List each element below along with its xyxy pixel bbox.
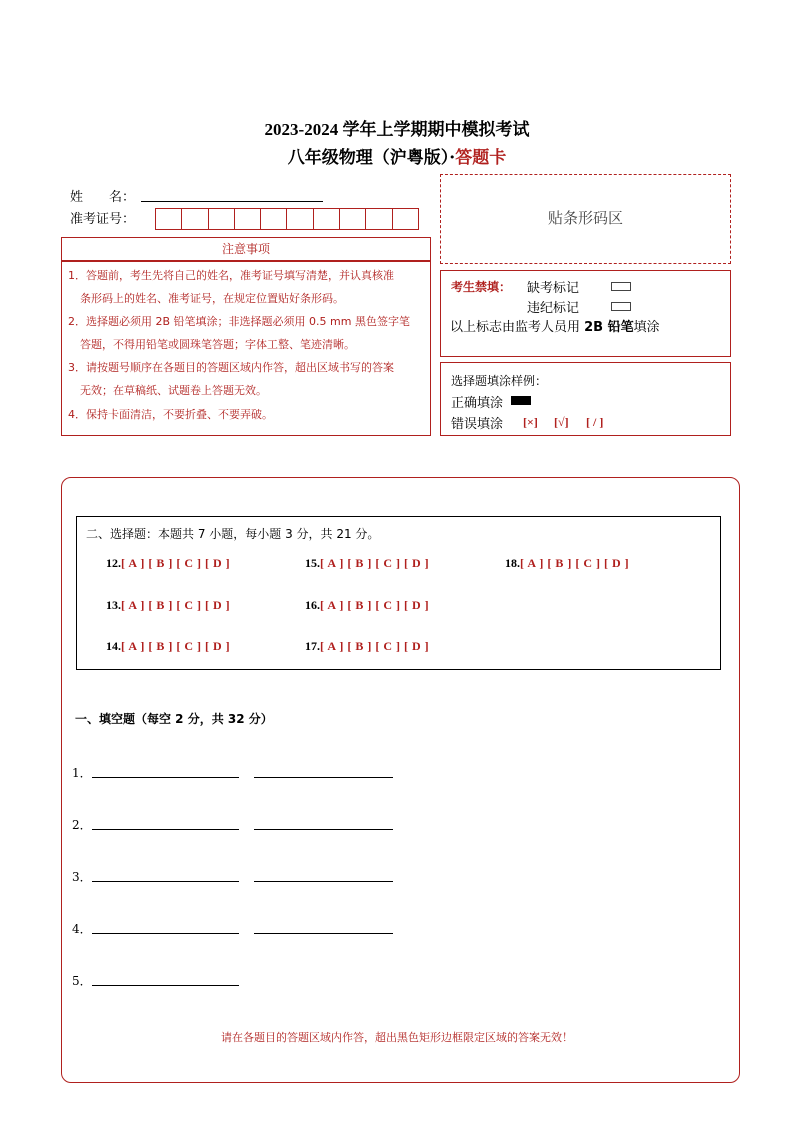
- question-number: 15.: [305, 556, 320, 570]
- wrong-label: 错误填涂: [451, 417, 504, 432]
- card-title-main: 八年级物理（沪粤版）·: [287, 148, 456, 168]
- proctor-box: [440, 270, 731, 357]
- id-digit-cell[interactable]: [314, 209, 340, 229]
- footer-warning: 请在各题目的答题区域内作答，超出黑色矩形边框限定区域的答案无效！: [221, 1031, 573, 1044]
- id-label: 准考证号：: [70, 212, 136, 227]
- barcode-area: 贴条形码区: [440, 174, 731, 264]
- answer-blank[interactable]: [254, 933, 393, 934]
- answer-options[interactable]: [ A ] [ B ] [ C ] [ D ]: [320, 639, 430, 653]
- answer-blank[interactable]: [254, 881, 393, 882]
- notice-line: 2．选择题必须用 2B 铅笔填涂；非选择题必须用 0.5 mm 黑色签字笔: [68, 315, 410, 328]
- blank-number: 2．: [72, 818, 92, 832]
- proctor-label: 考生禁填：: [451, 280, 512, 294]
- notice-line: 3．请按题号顺序在各题目的答题区域内作答，超出区域书写的答案: [68, 361, 394, 374]
- id-digit-cell[interactable]: [393, 209, 418, 229]
- question-number: 18.: [505, 556, 520, 570]
- wrong-mark-x: [×]: [523, 415, 538, 429]
- question-number: 13.: [106, 598, 121, 612]
- notice-line: 1．答题前，考生先将自己的姓名，准考证号填写清楚，并认真核准: [68, 269, 394, 282]
- proctor-note-post: 填涂: [633, 320, 660, 335]
- answer-blank[interactable]: [92, 985, 239, 986]
- fill-sample-box: [440, 362, 731, 436]
- blank-number: 5．: [72, 974, 92, 988]
- answer-blank[interactable]: [92, 933, 239, 934]
- mcq-question-18[interactable]: [505, 556, 629, 571]
- answer-blank[interactable]: [92, 881, 239, 882]
- blank-number: 1．: [72, 766, 92, 780]
- card-title: [0, 143, 794, 168]
- answer-blank[interactable]: [254, 829, 393, 830]
- notice-heading: 注意事项: [61, 237, 431, 261]
- proctor-note-bold: 2B 铅笔: [584, 320, 634, 335]
- violation-mark-box[interactable]: [611, 302, 631, 311]
- question-number: 17.: [305, 639, 320, 653]
- mcq-question-16[interactable]: [305, 598, 429, 613]
- violation-label: 违纪标记: [527, 301, 580, 316]
- answer-options[interactable]: [ A ] [ B ] [ C ] [ D ]: [520, 556, 630, 570]
- absent-mark-box[interactable]: [611, 282, 631, 291]
- proctor-note: [450, 316, 660, 335]
- name-label: 姓 名：: [70, 190, 136, 205]
- wrong-mark-check: [√]: [554, 415, 569, 429]
- sample-title: 选择题填涂样例：: [451, 374, 548, 388]
- card-title-red: 答题卡: [455, 148, 507, 168]
- notice-line: 4．保持卡面清洁，不要折叠、不要弄破。: [68, 408, 273, 421]
- id-digit-cell[interactable]: [156, 209, 182, 229]
- correct-fill-mark: [511, 396, 531, 405]
- blank-number: 3．: [72, 870, 92, 884]
- notice-line: 条形码上的姓名、准考证号，在规定位置贴好条形码。: [80, 292, 344, 305]
- blank-number: 4．: [72, 922, 92, 936]
- mcq-question-14[interactable]: [106, 639, 230, 654]
- answer-options[interactable]: [ A ] [ B ] [ C ] [ D ]: [121, 598, 231, 612]
- id-digit-cell[interactable]: [209, 209, 235, 229]
- notice-line: 答题，不得用铅笔或圆珠笔答题；字体工整、笔迹清晰。: [80, 338, 355, 351]
- answer-blank[interactable]: [254, 777, 393, 778]
- proctor-note-pre: 以上标志由监考人员用: [450, 320, 585, 335]
- mcq-question-13[interactable]: [106, 598, 230, 613]
- answer-blank[interactable]: [92, 829, 239, 830]
- fill-title: 一、填空题（每空 2 分，共 32 分）: [75, 712, 273, 726]
- question-number: 16.: [305, 598, 320, 612]
- answer-options[interactable]: [ A ] [ B ] [ C ] [ D ]: [121, 639, 231, 653]
- answer-options[interactable]: [ A ] [ B ] [ C ] [ D ]: [320, 556, 430, 570]
- id-number-boxes[interactable]: [155, 208, 419, 230]
- absent-label: 缺考标记: [527, 281, 580, 296]
- id-digit-cell[interactable]: [261, 209, 287, 229]
- name-field[interactable]: [141, 201, 323, 202]
- notice-box: [61, 261, 431, 436]
- id-digit-cell[interactable]: [235, 209, 261, 229]
- id-digit-cell[interactable]: [287, 209, 313, 229]
- mcq-question-17[interactable]: [305, 639, 429, 654]
- wrong-mark-slash: [ / ]: [586, 415, 604, 429]
- mcq-title: 二、选择题：本题共 7 小题，每小题 3 分，共 21 分。: [86, 527, 380, 541]
- exam-title: 2023-2024 学年上学期期中模拟考试: [264, 120, 530, 139]
- correct-label: 正确填涂: [451, 396, 504, 411]
- notice-line: 无效；在草稿纸、试题卷上答题无效。: [80, 384, 267, 397]
- answer-options[interactable]: [ A ] [ B ] [ C ] [ D ]: [121, 556, 231, 570]
- answer-blank[interactable]: [92, 777, 239, 778]
- mcq-question-12[interactable]: [106, 556, 230, 571]
- id-digit-cell[interactable]: [182, 209, 208, 229]
- id-digit-cell[interactable]: [340, 209, 366, 229]
- mcq-question-15[interactable]: [305, 556, 429, 571]
- question-number: 12.: [106, 556, 121, 570]
- id-digit-cell[interactable]: [366, 209, 392, 229]
- question-number: 14.: [106, 639, 121, 653]
- answer-options[interactable]: [ A ] [ B ] [ C ] [ D ]: [320, 598, 430, 612]
